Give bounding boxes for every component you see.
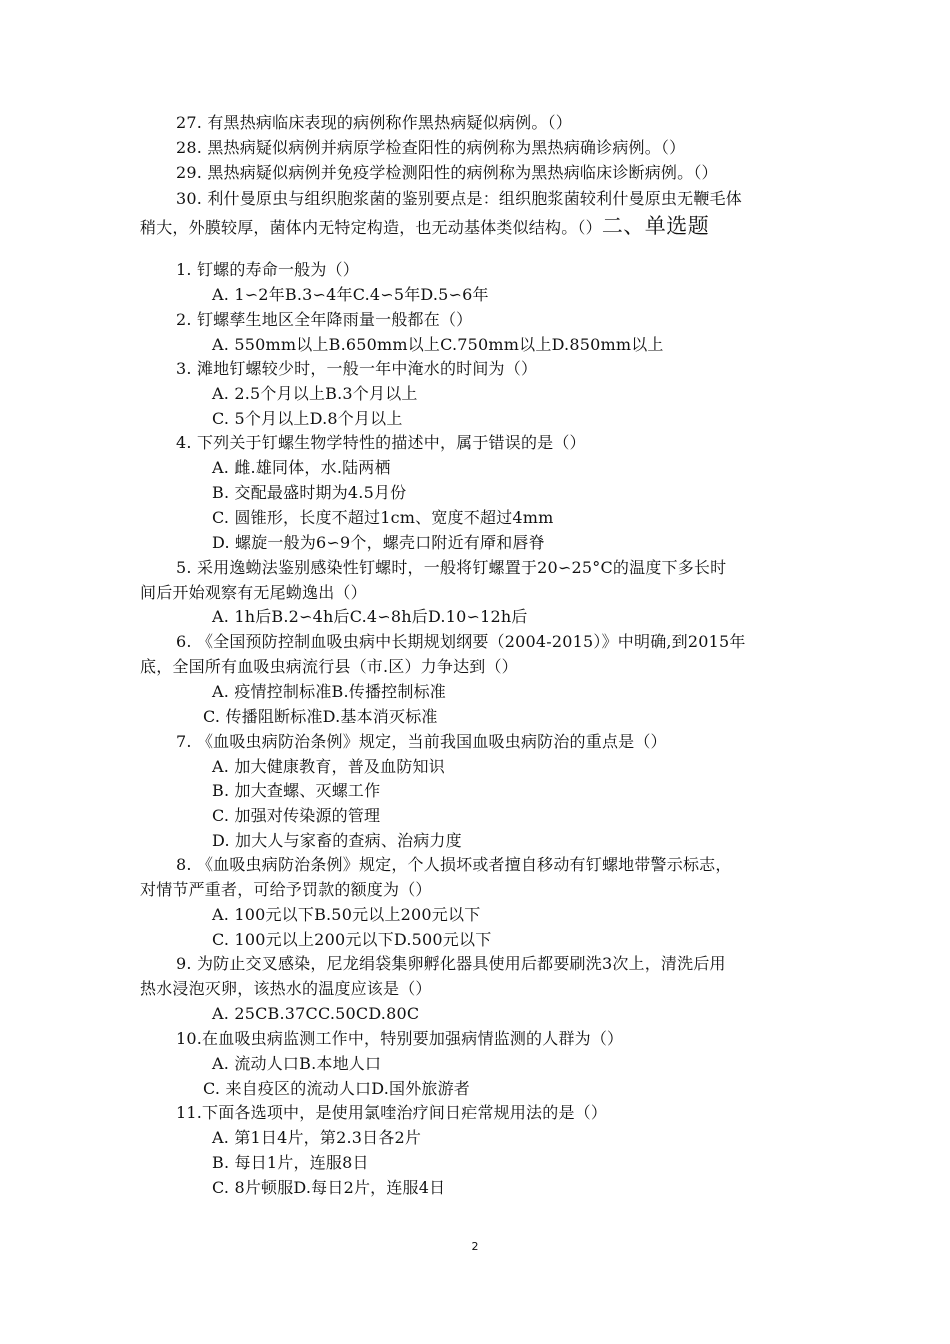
question-11-option-a: A. 第1日4片，第2.3日各2片 — [212, 1128, 422, 1147]
question-2-options: A. 550mm以上B.650mm以上C.750mm以上D.850mm以上 — [212, 335, 664, 354]
question-9-continued: 热水浸泡灭卵，该热水的温度应该是（） — [140, 979, 432, 998]
question-8-options-cd: C. 100元以上200元以下D.500元以下 — [212, 930, 492, 949]
question-30: 30. 利什曼原虫与组织胞浆菌的鉴别要点是：组织胞浆菌较利什曼原虫无鞭毛体 — [176, 189, 742, 208]
question-7-option-a: A. 加大健康教育，普及血防知识 — [212, 757, 445, 776]
question-4: 4. 下列关于钉螺生物学特性的描述中，属于错误的是（） — [176, 433, 586, 452]
question-4-option-c: C. 圆锥形，长度不超过1cm、宽度不超过4mm — [212, 508, 554, 527]
question-30-tail: 稍大，外膜较厚，菌体内无特定构造，也无动基体类似结构。（） — [140, 218, 602, 237]
question-27: 27. 有黑热病临床表现的病例称作黑热病疑似病例。（） — [176, 113, 572, 132]
question-10-options-cd: C. 来自疫区的流动人口D.国外旅游者 — [203, 1079, 470, 1098]
question-10: 10.在血吸虫病监测工作中，特别要加强病情监测的人群为（） — [176, 1029, 624, 1048]
question-4-option-d: D. 螺旋一般为6∽9个，螺壳口附近有厣和唇脊 — [212, 533, 545, 552]
question-7-option-b: B. 加大查螺、灭螺工作 — [212, 781, 381, 800]
question-7-option-c: C. 加强对传染源的管理 — [212, 806, 381, 825]
question-7-option-d: D. 加大人与家畜的查病、治病力度 — [212, 831, 462, 850]
question-6: 6. 《全国预防控制血吸虫病中长期规划纲要（2004-2015）》中明确,到2015年 — [176, 632, 746, 651]
question-29: 29. 黑热病疑似病例并免疫学检测阳性的病例称为黑热病临床诊断病例。（） — [176, 163, 718, 182]
question-4-option-a: A. 雌.雄同体，水.陆两栖 — [212, 458, 391, 477]
question-1: 1. 钉螺的寿命一般为（） — [176, 260, 359, 279]
question-5: 5. 采用逸蚴法鉴别感染性钉螺时，一般将钉螺置于20∽25°C的温度下多长时 — [176, 558, 727, 577]
question-7: 7. 《血吸虫病防治条例》规定，当前我国血吸虫病防治的重点是（） — [176, 732, 667, 751]
question-11: 11.下面各选项中，是使用氯喹治疗间日疟常规用法的是（） — [176, 1103, 608, 1122]
question-3-options-ab: A. 2.5个月以上B.3个月以上 — [212, 384, 418, 403]
question-28: 28. 黑热病疑似病例并病原学检查阳性的病例称为黑热病确诊病例。（） — [176, 138, 686, 157]
question-11-options-cd: C. 8片顿服D.每日2片，连服4日 — [212, 1178, 446, 1197]
question-3-options-cd: C. 5个月以上D.8个月以上 — [212, 409, 403, 428]
question-8: 8. 《血吸虫病防治条例》规定，个人损坏或者擅自移动有钉螺地带警示标志， — [176, 855, 732, 874]
question-6-continued: 底，全国所有血吸虫病流行县（市.区）力争达到（） — [140, 657, 518, 676]
question-10-options-ab: A. 流动人口B.本地人口 — [212, 1054, 382, 1073]
question-6-options-cd: C. 传播阻断标准D.基本消灭标准 — [203, 707, 438, 726]
question-9-options: A. 25CB.37CC.50CD.80C — [212, 1004, 420, 1023]
question-2: 2. 钉螺孳生地区全年降雨量一般都在（） — [176, 310, 473, 329]
question-5-continued: 间后开始观察有无尾蚴逸出（） — [140, 583, 367, 602]
question-6-options-ab: A. 疫情控制标准B.传播控制标准 — [212, 682, 446, 701]
question-11-option-b: B. 每日1片，连服8日 — [212, 1153, 369, 1172]
question-3: 3. 滩地钉螺较少时，一般一年中淹水的时间为（） — [176, 359, 538, 378]
page-number: 2 — [471, 1240, 479, 1253]
section-heading: 二、单选题 — [601, 214, 710, 238]
question-8-options-ab: A. 100元以下B.50元以上200元以下 — [212, 905, 481, 924]
question-4-option-b: B. 交配最盛时期为4.5月份 — [212, 483, 407, 502]
question-5-options: A. 1h后B.2∽4h后C.4∽8h后D.10∽12h后 — [212, 607, 528, 626]
question-8-continued: 对情节严重者，可给予罚款的额度为（） — [140, 880, 432, 899]
question-1-options: A. 1∽2年B.3∽4年C.4∽5年D.5∽6年 — [212, 285, 489, 304]
question-9: 9. 为防止交叉感染，尼龙绢袋集卵孵化器具使用后都要刷洗3次上，清洗后用 — [176, 954, 726, 973]
question-30-continued — [140, 214, 709, 240]
